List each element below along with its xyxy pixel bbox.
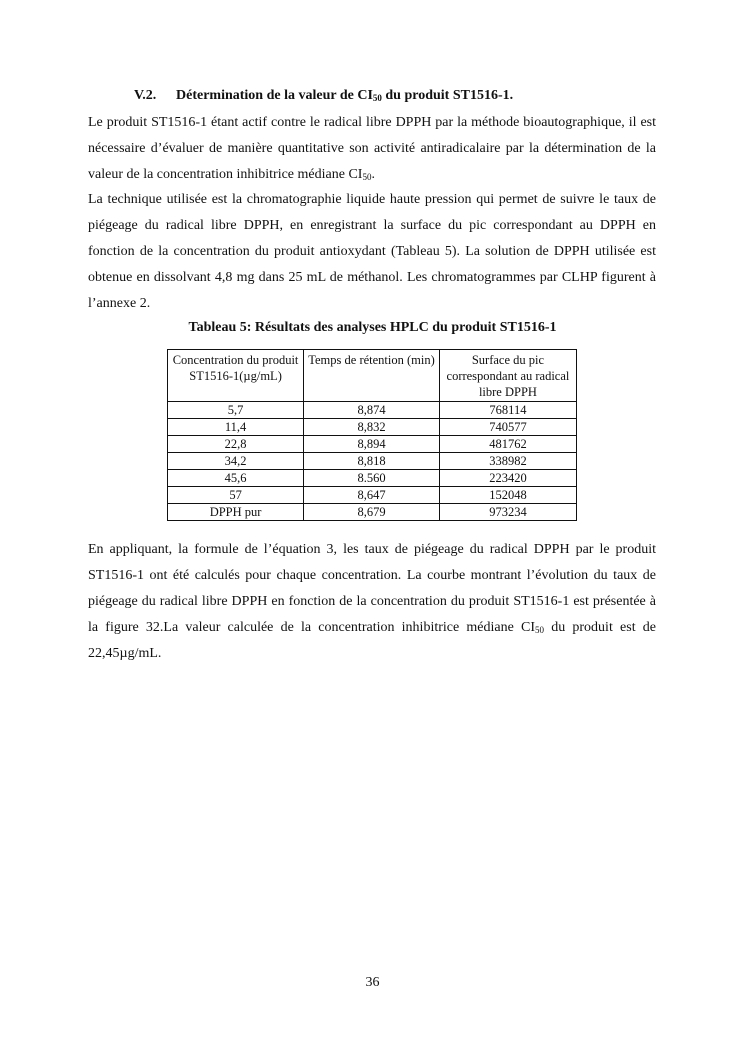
cell-concentration: 57 <box>168 487 304 504</box>
cell-retention-time: 8,832 <box>304 419 440 436</box>
header-peak-area: Surface du pic correspondant au radical libre DPPH <box>439 350 576 402</box>
table-row <box>168 470 577 487</box>
table-row <box>168 419 577 436</box>
paragraph-method: La technique utilisée est la chromatographie liquide haute pression qui permet de suivre le taux de piégeage du radical libre DPPH, en enregistrant la surface du pic correspondant au DPPH en fonction de la concentration du produit antioxydant (Tableau 5). La solution de DPPH utilisée est obtenue en dissolvant 4,8 mg dans 25 mL de méthanol. Les chromatogrammes par CLHP figurent à l’annexe 2. <box>88 192 656 311</box>
cell-peak-area: 740577 <box>439 419 576 436</box>
cell-concentration: 11,4 <box>168 419 304 436</box>
header-concentration: Concentration du produit ST1516-1(µg/mL) <box>168 350 304 402</box>
cell-retention-time: 8,894 <box>304 436 440 453</box>
cell-concentration: 34,2 <box>168 453 304 470</box>
table-header-row <box>168 350 577 402</box>
table-row <box>168 504 577 521</box>
cell-concentration: DPPH pur <box>168 504 304 521</box>
table-row <box>168 402 577 419</box>
cell-peak-area: 152048 <box>439 487 576 504</box>
cell-concentration: 5,7 <box>168 402 304 419</box>
cell-peak-area: 223420 <box>439 470 576 487</box>
table-row <box>168 487 577 504</box>
paragraph-intro: Le produit ST1516-1 étant actif contre le radical libre DPPH par la méthode bioautographique, il est nécessaire d’évaluer de manière quantitative son activité antiradicalaire par la détermination de la valeur de la concentration inhibitrice médiane $CI_{50}$. <box>88 115 656 182</box>
section-heading <box>134 88 513 104</box>
results-table <box>167 349 577 521</box>
section-title: Détermination de la valeur de $CI_{50}$ du produit ST1516-1. <box>176 88 514 103</box>
cell-peak-area: 481762 <box>439 436 576 453</box>
paragraph-results: En appliquant, la formule de l’équation 3, les taux de piégeage du radical DPPH par le produit ST1516-1 ont été calculés pour chaque concentration. La courbe montrant l’évolution du taux de piégeage du radical libre DPPH en fonction de la concentration du produit ST1516-1 est présentée à la figure 32.La valeur calculée de la concentration inhibitrice médiane $CI_{50}$ du produit est de 22,45µg/mL. <box>88 542 656 661</box>
cell-retention-time: 8,679 <box>304 504 440 521</box>
cell-retention-time: 8,874 <box>304 402 440 419</box>
page-number: 36 <box>365 975 380 990</box>
cell-retention-time: 8.560 <box>304 470 440 487</box>
header-retention-time: Temps de rétention (min) <box>304 350 440 402</box>
table-caption: Tableau 5: Résultats des analyses HPLC du produit ST1516-1 <box>188 320 557 335</box>
table-row <box>168 453 577 470</box>
cell-peak-area: 768114 <box>439 402 576 419</box>
cell-retention-time: 8,647 <box>304 487 440 504</box>
table-row <box>168 436 577 453</box>
section-number: V.2. <box>134 88 157 103</box>
cell-concentration: 45,6 <box>168 470 304 487</box>
cell-peak-area: 973234 <box>439 504 576 521</box>
cell-retention-time: 8,818 <box>304 453 440 470</box>
cell-peak-area: 338982 <box>439 453 576 470</box>
cell-concentration: 22,8 <box>168 436 304 453</box>
